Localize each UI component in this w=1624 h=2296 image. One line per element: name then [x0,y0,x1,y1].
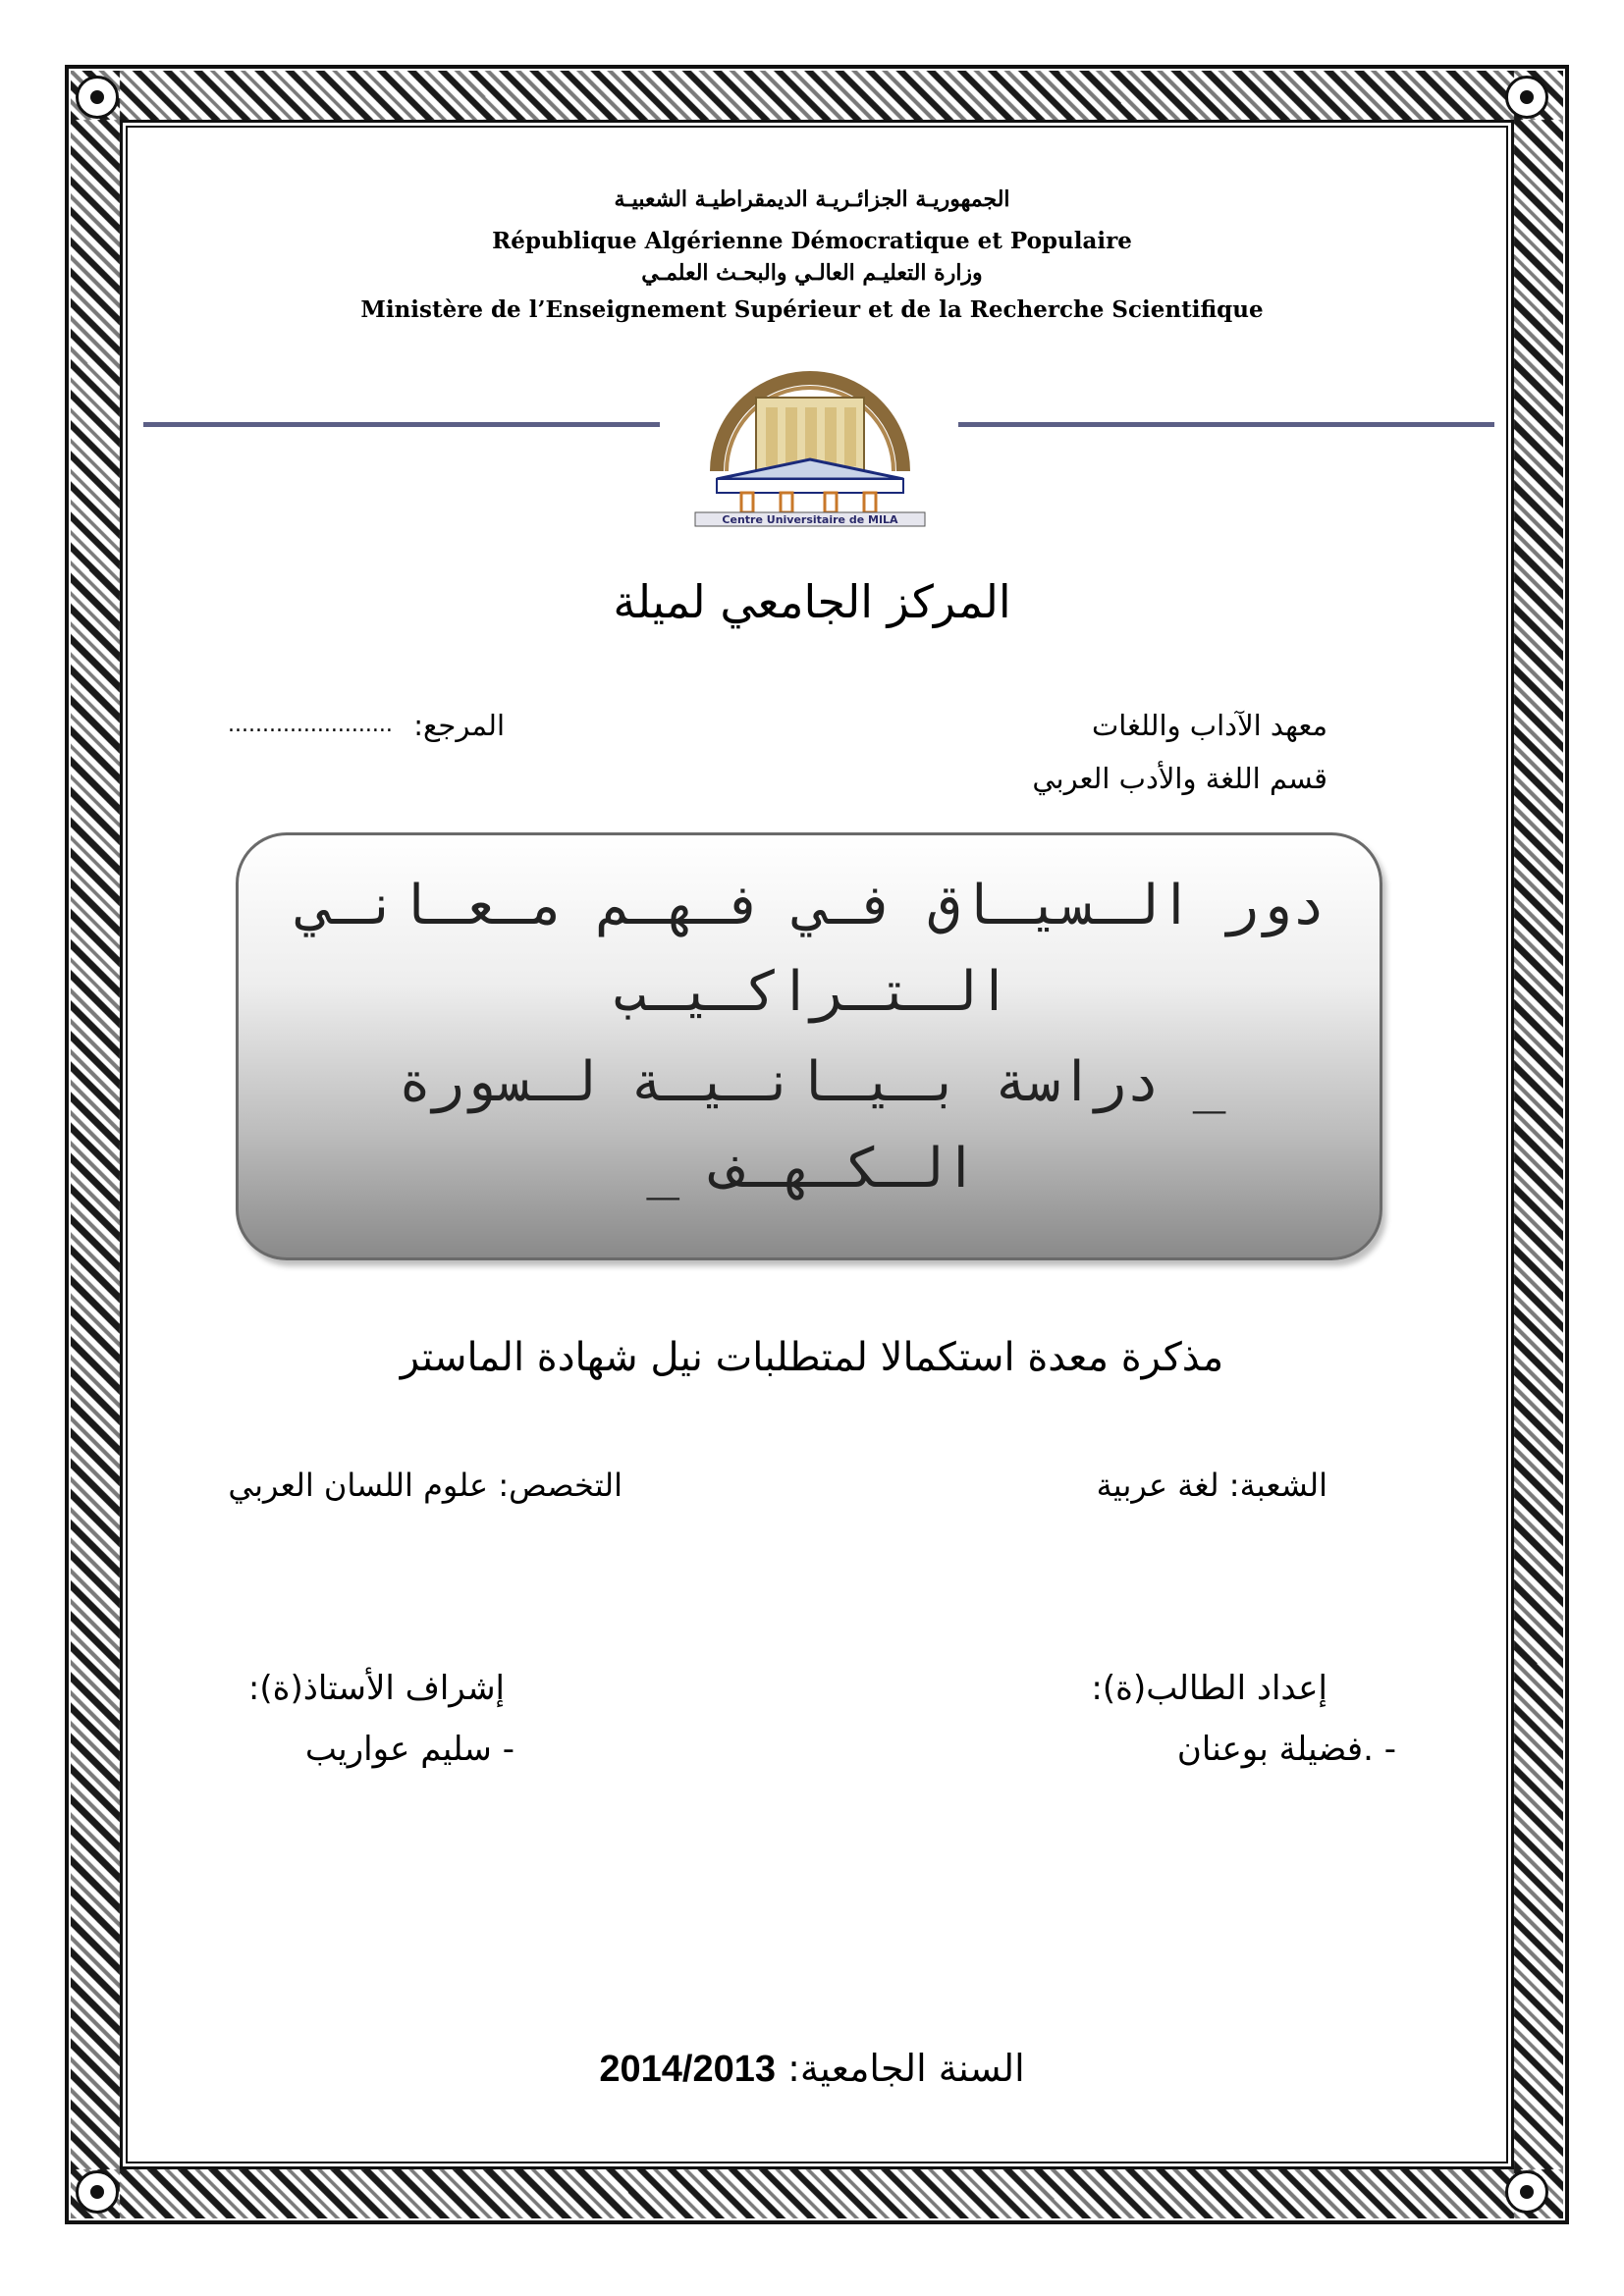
academic-year-value: 2014/2013 [599,2049,776,2090]
student-name: - .فضيلة بوعنان [1176,1730,1396,1769]
university-building-logo [687,353,933,528]
branch-field: الشعبة: لغة عربية [1096,1467,1327,1504]
corner-ornament-icon [1505,2170,1548,2214]
academic-year [0,2047,1624,2091]
thesis-title-line-3: _ دراسة بـيـانـيـة لـسورة [398,1050,1226,1114]
thesis-title-line-1: دور الـسيـاق فـي فـهـم مـعـانـي [298,874,1326,937]
thesis-title-line-2: الـتـراكـيـب [613,960,1011,1024]
reference-value: ........................ [228,713,393,737]
republic-name-french: République Algérienne Démocratique et Populaire [492,228,1132,254]
divider-left [143,422,660,427]
specialty-field: التخصص: علوم اللسان العربي [228,1467,623,1504]
institution-name: المركز الجامعي لميلة [613,575,1011,628]
student-label: إعداد الطالب(ة): [1091,1669,1327,1708]
ministry-name-french: Ministère de l’Enseignement Supérieur et de la Recherche Scientifique [360,296,1264,323]
corner-ornament-icon [1505,76,1548,119]
supervisor-name: - سليم عواريب [304,1730,514,1769]
corner-ornament-icon [76,2170,119,2214]
supervisor-label: إشراف الأستاذ(ة): [247,1669,505,1708]
republic-name-arabic: الجمهوريـة الجزائـريـة الديمقراطيـة الشعبيـة [614,187,1010,212]
corner-ornament-icon [76,76,119,119]
reference-label: المرجع: [413,709,505,742]
academic-year-label: السنة الجامعية: [787,2047,1025,2090]
institute-name: معهد الآداب واللغات [1091,709,1327,742]
thesis-title-line-4: الـكـهـف _ [646,1137,978,1201]
divider-right [958,422,1494,427]
ministry-name-arabic: وزارة التعليـم العالـي والبحـث العلمـي [641,260,983,286]
department-name: قسم اللغة والأدب العربي [1032,762,1327,795]
thesis-purpose: مذكرة معدة استكمالا لمتطلبات نيل شهادة الماستر [400,1335,1224,1380]
logo-caption: Centre Universitaire de MILA [722,513,898,526]
